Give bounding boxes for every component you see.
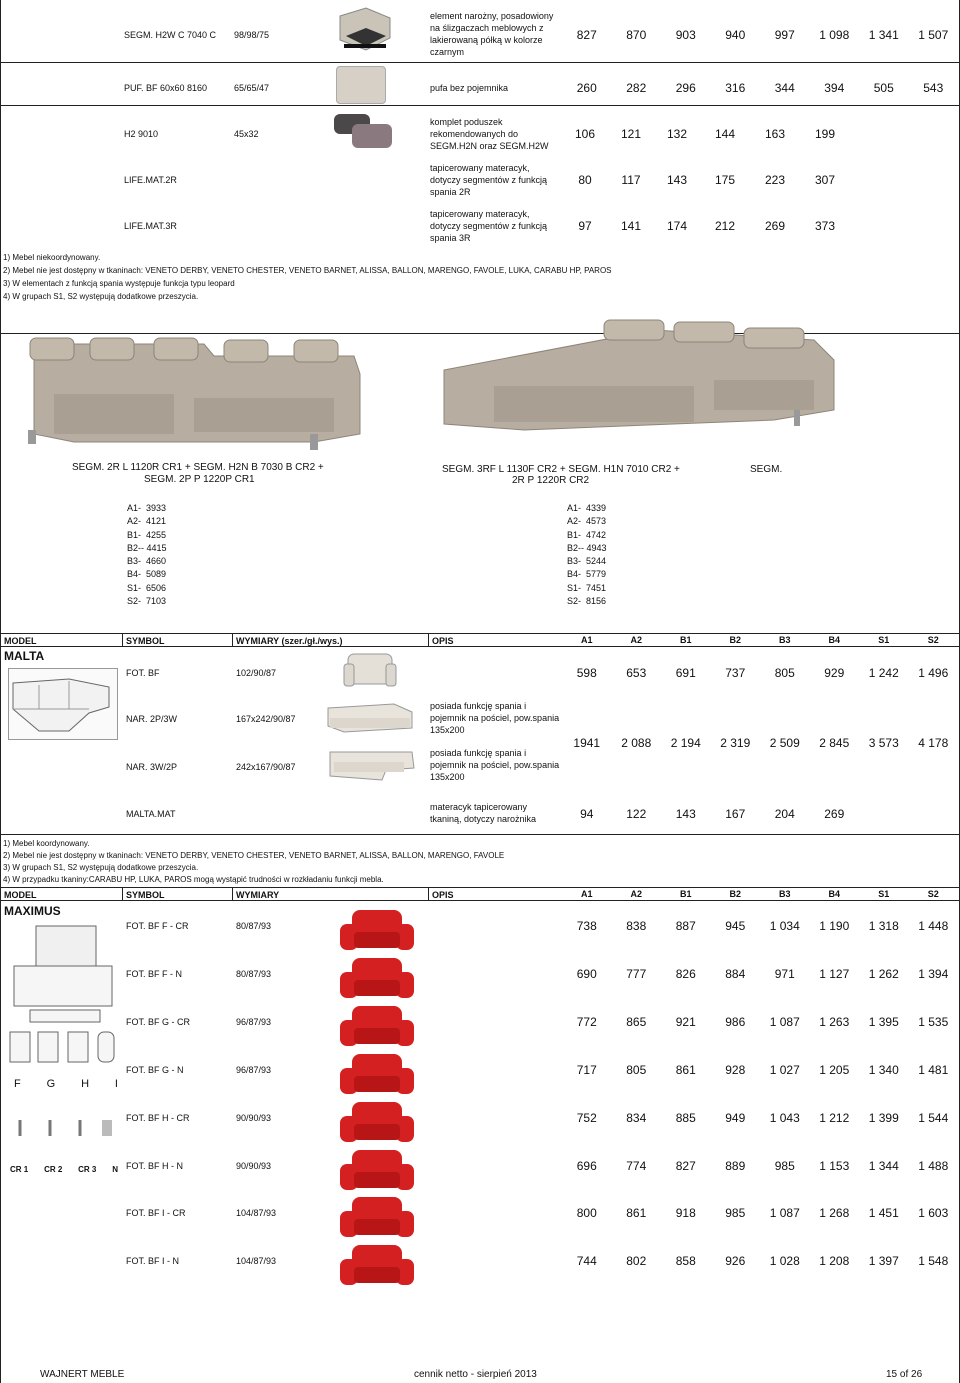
price-b1: 861	[675, 1063, 696, 1077]
col-divider	[428, 887, 429, 900]
group-b2: B2	[729, 635, 741, 645]
red-armchair-image	[336, 908, 418, 954]
price-b1: 143	[666, 173, 688, 187]
price-a2: 777	[626, 967, 647, 981]
price-b4: 269	[824, 807, 845, 821]
red-armchair-image	[336, 956, 418, 1002]
pouf-image	[336, 66, 386, 104]
price-b2: 884	[725, 967, 746, 981]
price-b4: 1 212	[819, 1111, 850, 1125]
price-b1: 174	[666, 219, 688, 233]
set-caption: SEGM.	[750, 464, 783, 475]
price-a2: 838	[626, 919, 647, 933]
price-s2: 1 448	[918, 919, 949, 933]
cushions-image	[330, 110, 398, 152]
price-b2: 945	[725, 919, 746, 933]
price-row	[562, 1254, 958, 1268]
footer-company: WAJNERT MEBLE	[40, 1369, 125, 1380]
red-armchair-image	[336, 1148, 418, 1194]
dims-cell: 167x242/90/87	[236, 714, 296, 724]
price-b2: 316	[725, 81, 746, 95]
footer-page: 15 of 26	[886, 1369, 923, 1380]
description-cell: posiada funkcję spania i pojemnik na pościel, pow.spania 135x200	[430, 748, 560, 782]
group-b3: B3	[778, 889, 791, 899]
corner-sofa-left-image	[14, 334, 370, 458]
symbol-cell: SEGM. H2W C 7040 C	[124, 30, 217, 40]
price-b2: 926	[725, 1254, 746, 1268]
symbol-cell: FOT. BF F - N	[126, 969, 182, 979]
footer-title: cennik netto - sierpień 2013	[414, 1369, 537, 1380]
price-b4: 1 208	[819, 1254, 850, 1268]
price-a1: 260	[576, 81, 597, 95]
symbol-cell: MALTA.MAT	[126, 809, 176, 819]
red-armchair-image	[336, 1100, 418, 1146]
col-divider	[122, 887, 123, 900]
group-b3: B3	[778, 635, 791, 645]
dims-cell: 65/65/47	[234, 83, 270, 93]
price-b4: 373	[814, 219, 836, 233]
col-divider	[232, 887, 233, 900]
col-header-symbol: SYMBOL	[126, 636, 165, 646]
price-row	[562, 81, 958, 95]
diagram-label-n: N	[112, 1165, 118, 1174]
price-b2: 212	[714, 219, 736, 233]
row-divider	[0, 105, 960, 106]
border-left	[0, 0, 1, 1383]
price-s2: 1 394	[918, 967, 949, 981]
price-a2: 870	[626, 28, 647, 42]
group-b1: B1	[679, 889, 692, 899]
dims-cell: 80/87/93	[236, 969, 272, 979]
price-b1: 827	[675, 1159, 696, 1173]
price-a2: 865	[626, 1015, 647, 1029]
price-b1: 2 194	[670, 736, 701, 750]
price-b4: 394	[824, 81, 845, 95]
symbol-cell: LIFE.MAT.2R	[124, 175, 177, 185]
diagram-label-h: H	[81, 1078, 90, 1090]
malta-corner-2p3w-image	[324, 698, 416, 736]
col-header-model: MODEL	[4, 890, 37, 900]
group-b2: B2	[729, 889, 741, 899]
price-a2: 282	[626, 81, 647, 95]
price-row	[562, 1159, 958, 1173]
price-s1: 1 395	[868, 1015, 899, 1029]
price-s2: 1 544	[918, 1111, 949, 1125]
price-b1: 903	[675, 28, 696, 42]
price-row	[562, 219, 862, 233]
group-b1: B1	[679, 635, 692, 645]
price-s1: 1 399	[868, 1111, 899, 1125]
price-a2: 861	[626, 1206, 647, 1220]
note: 3) W grupach S1, S2 występują dodatkowe przeszycia.	[3, 863, 199, 872]
symbol-cell: FOT. BF I - N	[126, 1256, 179, 1266]
price-s1: 1 451	[868, 1206, 899, 1220]
price-b3: 1 087	[769, 1015, 800, 1029]
symbol-cell: FOT. BF F - CR	[126, 921, 189, 931]
symbol-cell: FOT. BF G - N	[126, 1065, 184, 1075]
price-a2: 834	[626, 1111, 647, 1125]
red-armchair-image	[336, 1243, 418, 1289]
price-s1: 1 318	[868, 919, 899, 933]
price-row	[562, 736, 958, 750]
price-b3: 1 034	[769, 919, 800, 933]
col-header-symbol: SYMBOL	[126, 890, 165, 900]
diagram-label-cr3: CR 3	[78, 1165, 97, 1174]
price-a2: 122	[626, 807, 647, 821]
col-header-groups	[562, 635, 958, 645]
price-s2: 1 535	[918, 1015, 949, 1029]
price-s2: 4 178	[918, 736, 949, 750]
price-s2: 543	[923, 81, 944, 95]
price-b2: 928	[725, 1063, 746, 1077]
price-row	[562, 127, 862, 141]
price-b3: 223	[764, 173, 786, 187]
price-a1: 690	[576, 967, 597, 981]
price-b2: 144	[714, 127, 736, 141]
price-b4: 2 845	[819, 736, 850, 750]
diagram-label-g: G	[46, 1078, 56, 1090]
symbol-cell: NAR. 2P/3W	[126, 714, 178, 724]
note: 4) W grupach S1, S2 występują dodatkowe przeszycia.	[3, 292, 199, 301]
price-a1: 97	[578, 219, 592, 233]
price-b3: 344	[774, 81, 795, 95]
price-s2: 1 496	[918, 666, 949, 680]
note: 1) Mebel koordynowany.	[3, 839, 90, 848]
diagram-label-i: I	[114, 1078, 118, 1090]
description-cell: komplet poduszek rekomendowanych do SEGM.H2N oraz SEGM.H2W	[430, 117, 549, 151]
price-row	[562, 919, 958, 933]
price-b2: 2 319	[720, 736, 751, 750]
maximus-module-diagram	[6, 920, 120, 1180]
symbol-cell: FOT. BF H - N	[126, 1161, 183, 1171]
col-header-dims: WYMIARY (szer./gł./wys.)	[236, 636, 343, 646]
description-cell: pufa bez pojemnika	[430, 83, 509, 93]
price-a1: 598	[576, 666, 597, 680]
dims-cell: 96/87/93	[236, 1017, 272, 1027]
price-row	[562, 1015, 958, 1029]
group-b4: B4	[828, 889, 840, 899]
group-s2: S2	[927, 635, 939, 645]
corner-element-image	[336, 6, 394, 56]
price-a1: 738	[576, 919, 597, 933]
group-s2: S2	[927, 889, 939, 899]
price-b3: 269	[764, 219, 786, 233]
price-b3: 1 087	[769, 1206, 800, 1220]
price-s1: 1 262	[868, 967, 899, 981]
symbol-cell: H2 9010	[124, 129, 159, 139]
price-s1: 3 573	[868, 736, 899, 750]
price-b4: 307	[814, 173, 836, 187]
price-s2: 1 507	[918, 28, 949, 42]
group-a2: A2	[630, 889, 642, 899]
price-a1: 80	[578, 173, 592, 187]
col-header-desc: OPIS	[432, 636, 454, 646]
price-row	[562, 28, 958, 42]
price-b4: 1 098	[819, 28, 850, 42]
price-b3: 805	[774, 666, 795, 680]
price-b3: 1 028	[769, 1254, 800, 1268]
col-header-model: MODEL	[4, 636, 37, 646]
malta-module-diagram	[8, 668, 118, 740]
price-b2: 986	[725, 1015, 746, 1029]
dims-cell: 96/87/93	[236, 1065, 272, 1075]
symbol-cell: PUF. BF 60x60 8160	[124, 83, 208, 93]
note: 3) W elementach z funkcją spania występuje funkcja typu leopard	[3, 279, 235, 288]
price-b1: 143	[675, 807, 696, 821]
price-a1: 1941	[573, 736, 601, 750]
malta-corner-3w2p-image	[326, 744, 418, 784]
diagram-label-cr2: CR 2	[44, 1165, 63, 1174]
price-b3: 997	[774, 28, 795, 42]
price-a1: 800	[576, 1206, 597, 1220]
row-divider	[0, 62, 960, 63]
price-s1: 1 397	[868, 1254, 899, 1268]
symbol-cell: FOT. BF I - CR	[126, 1208, 186, 1218]
col-divider	[428, 633, 429, 646]
price-s2: 1 488	[918, 1159, 949, 1173]
price-b3: 163	[764, 127, 786, 141]
price-b2: 985	[725, 1206, 746, 1220]
description-cell: tapicerowany materacyk, dotyczy segmentów z funkcją spania 3R	[430, 209, 548, 243]
red-armchair-image	[336, 1004, 418, 1050]
col-divider	[232, 633, 233, 646]
price-b1: 918	[675, 1206, 696, 1220]
dims-cell: 45x32	[234, 129, 259, 139]
price-a1: 717	[576, 1063, 597, 1077]
group-b4: B4	[828, 635, 840, 645]
price-s1: 1 341	[868, 28, 899, 42]
price-row	[562, 666, 958, 680]
model-name-maximus: MAXIMUS	[4, 904, 61, 918]
price-b2: 940	[725, 28, 746, 42]
price-s1: 1 242	[868, 666, 899, 680]
price-a2: 802	[626, 1254, 647, 1268]
price-b4: 929	[824, 666, 845, 680]
price-b3: 1 027	[769, 1063, 800, 1077]
price-b2: 167	[725, 807, 746, 821]
description-cell: element narożny, posadowiony na ślizgaczach meblowych z lakierowaną półką w kolorze czarnym	[430, 11, 554, 57]
price-s1: 1 340	[868, 1063, 899, 1077]
price-row	[562, 173, 862, 187]
price-a1: 94	[580, 807, 594, 821]
corner-sofa-right-image	[434, 300, 850, 458]
group-a1: A1	[580, 889, 593, 899]
price-b2: 949	[725, 1111, 746, 1125]
note: 1) Mebel niekoordynowany.	[3, 253, 101, 262]
price-s2: 1 548	[918, 1254, 949, 1268]
price-b2: 889	[725, 1159, 746, 1173]
set-caption: SEGM. 2P P 1220P CR1	[144, 474, 255, 485]
price-row	[562, 967, 958, 981]
price-b2: 737	[725, 666, 746, 680]
price-a2: 774	[626, 1159, 647, 1173]
price-s1: 505	[873, 81, 894, 95]
malta-armchair-image	[342, 648, 398, 690]
price-b1: 826	[675, 967, 696, 981]
price-row	[562, 1111, 958, 1125]
col-header-desc: OPIS	[432, 890, 454, 900]
price-a1: 696	[576, 1159, 597, 1173]
price-b3: 1 043	[769, 1111, 800, 1125]
price-s1: 1 344	[868, 1159, 899, 1173]
price-b1: 887	[675, 919, 696, 933]
price-b1: 296	[675, 81, 696, 95]
price-b1: 885	[675, 1111, 696, 1125]
price-a2: 117	[621, 173, 641, 187]
price-b1: 921	[675, 1015, 696, 1029]
col-header-dims: WYMIARY	[236, 890, 280, 900]
dims-cell: 80/87/93	[236, 921, 272, 931]
price-a1: 744	[576, 1254, 597, 1268]
diagram-label-cr1: CR 1	[10, 1165, 29, 1174]
price-row	[562, 1206, 958, 1220]
note: 2) Mebel nie jest dostępny w tkaninach: VENETO DERBY, VENETO CHESTER, VENETO BARNET, ALISSA, BALLON, MARENGO, FAVOLE	[3, 851, 505, 860]
price-b4: 1 153	[819, 1159, 850, 1173]
price-b3: 971	[774, 967, 795, 981]
price-b4: 1 127	[819, 967, 850, 981]
price-b3: 204	[774, 807, 795, 821]
dims-cell: 98/98/75	[234, 30, 270, 40]
note: 2) Mebel nie jest dostępny w tkaninach: VENETO DERBY, VENETO CHESTER, VENETO BARNET, ALISSA, BALLON, MARENGO, FAVOLE, LUKA, CARABU HP, PAROS	[3, 266, 612, 275]
red-armchair-image	[336, 1052, 418, 1098]
price-a1: 106	[574, 127, 596, 141]
symbol-cell: FOT. BF	[126, 668, 160, 678]
symbol-cell: LIFE.MAT.3R	[124, 221, 177, 231]
price-row	[562, 807, 862, 821]
price-row	[562, 1063, 958, 1077]
price-a2: 141	[620, 219, 642, 233]
dims-cell: 90/90/93	[236, 1161, 272, 1171]
group-a2: A2	[630, 635, 642, 645]
price-a1: 772	[576, 1015, 597, 1029]
price-a2: 121	[620, 127, 642, 141]
dims-cell: 102/90/87	[236, 668, 277, 678]
col-divider	[122, 633, 123, 646]
price-a2: 2 088	[621, 736, 652, 750]
group-a1: A1	[580, 635, 593, 645]
dims-cell: 104/87/93	[236, 1208, 277, 1218]
price-b4: 199	[814, 127, 836, 141]
set-caption: 2R P 1220R CR2	[512, 475, 590, 486]
description-cell: materacyk tapicerowany tkaniną, dotyczy narożnika	[430, 802, 537, 824]
model-name-malta: MALTA	[4, 649, 45, 663]
price-b3: 2 509	[769, 736, 800, 750]
price-b1: 691	[675, 666, 696, 680]
symbol-cell: FOT. BF G - CR	[126, 1017, 190, 1027]
price-a1: 827	[576, 28, 597, 42]
diagram-label-f: F	[14, 1078, 21, 1090]
note: 4) W przypadku tkaniny:CARABU HP, LUKA, PAROS mogą wystąpić trudności w rozkładaniu funkcji mebla.	[3, 875, 384, 884]
price-b4: 1 263	[819, 1015, 850, 1029]
set-caption: SEGM. 2R L 1120R CR1 + SEGM. H2N B 7030 B CR2 +	[72, 462, 324, 473]
dims-cell: 90/90/93	[236, 1113, 272, 1123]
row-divider	[0, 834, 960, 835]
set-price-list-left: A1- 3933 A2- 4121 B1- 4255 B2-- 4415 B3- 4660 B4- 5089 S1- 6506 S2- 7103	[127, 503, 167, 607]
price-b4: 1 268	[819, 1206, 850, 1220]
table-top-border	[0, 633, 960, 634]
dims-cell: 242x167/90/87	[236, 762, 296, 772]
set-caption: SEGM. 3RF L 1130F CR2 + SEGM. H1N 7010 CR2 +	[442, 464, 680, 475]
red-armchair-image	[336, 1195, 418, 1241]
price-a2: 805	[626, 1063, 647, 1077]
group-s1: S1	[878, 889, 890, 899]
price-b2: 175	[714, 173, 736, 187]
price-a1: 752	[576, 1111, 597, 1125]
symbol-cell: FOT. BF H - CR	[126, 1113, 190, 1123]
price-b3: 985	[774, 1159, 795, 1173]
price-s2: 1 481	[918, 1063, 949, 1077]
description-cell: posiada funkcję spania i pojemnik na pościel, pow.spania 135x200	[430, 701, 560, 735]
price-s2: 1 603	[918, 1206, 949, 1220]
price-b4: 1 190	[819, 919, 850, 933]
group-s1: S1	[878, 635, 890, 645]
symbol-cell: NAR. 3W/2P	[126, 762, 178, 772]
price-b1: 132	[666, 127, 688, 141]
set-price-list-right: A1- 4339 A2- 4573 B1- 4742 B2-- 4943 B3- 5244 B4- 5779 S1- 7451 S2- 8156	[567, 503, 607, 607]
price-a2: 653	[626, 666, 647, 680]
dims-cell: 104/87/93	[236, 1256, 277, 1266]
col-header-groups	[562, 889, 958, 899]
price-b1: 858	[675, 1254, 696, 1268]
price-b4: 1 205	[819, 1063, 850, 1077]
table-top-border	[0, 887, 960, 888]
description-cell: tapicerowany materacyk, dotyczy segmentów z funkcją spania 2R	[430, 163, 548, 197]
